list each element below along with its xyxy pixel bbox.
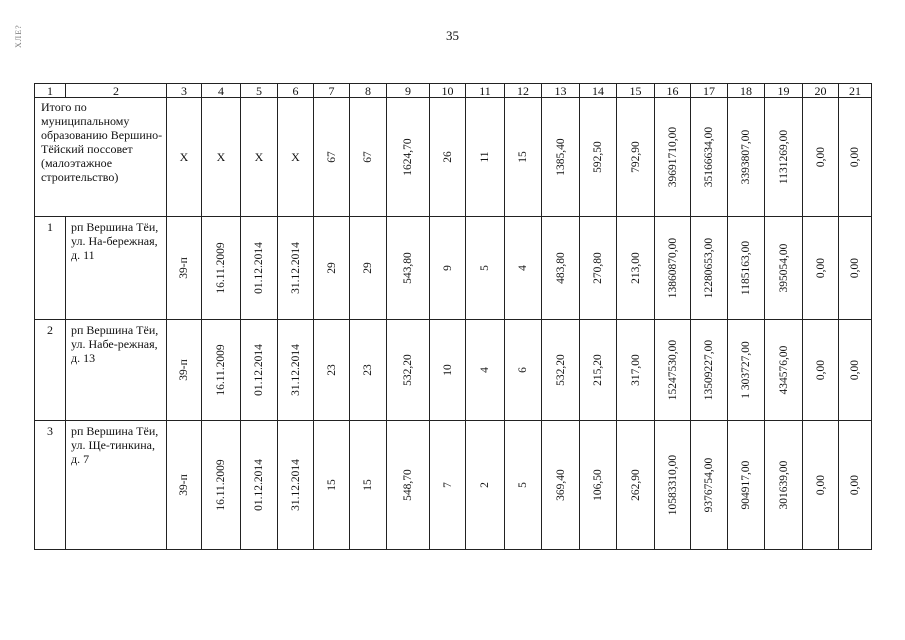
column-number-2: 2: [66, 84, 167, 98]
cell-value: 39-п: [178, 359, 190, 381]
column-number-19: 19: [765, 84, 803, 98]
cell-value: 26: [441, 151, 454, 163]
table-row: [35, 320, 872, 421]
table-cell: X: [241, 98, 278, 217]
column-number-3: 3: [167, 84, 202, 98]
data-table: [34, 83, 872, 550]
table-cell: X: [202, 98, 241, 217]
table-cell: [430, 217, 466, 320]
cell-value: 5: [479, 265, 491, 271]
cell-value: 0,00: [849, 257, 861, 279]
table-cell: [430, 320, 466, 421]
column-number-9: 9: [387, 84, 430, 98]
cell-value: 29: [325, 262, 338, 274]
table-cell: [765, 98, 803, 217]
table-cell: [241, 421, 278, 550]
table-cell: [617, 421, 655, 550]
table-cell: [839, 217, 872, 320]
table-cell: [387, 320, 430, 421]
cell-value: 23: [362, 364, 374, 376]
cell-value: 792,90: [629, 141, 642, 173]
column-number-7: 7: [314, 84, 350, 98]
cell-value: 1185163,00: [740, 240, 752, 296]
cell-value: 29: [362, 262, 374, 274]
total-row: [35, 98, 872, 217]
cell-value: 35166634,00: [703, 126, 715, 188]
row-number: 1: [35, 217, 66, 320]
table-row: [35, 421, 872, 550]
table-cell: [617, 320, 655, 421]
row-number: 3: [35, 421, 66, 550]
cell-value: 13509227,00: [703, 339, 715, 401]
column-number-21: 21: [839, 84, 872, 98]
column-number-11: 11: [466, 84, 505, 98]
cell-value: 16.11.2009: [215, 344, 227, 396]
cell-value: 15: [362, 479, 374, 491]
page-number: 35: [446, 28, 459, 43]
table-cell: [691, 98, 728, 217]
table-cell: [580, 98, 617, 217]
table-cell: [387, 98, 430, 217]
cell-value: 01.12.2014: [253, 459, 265, 511]
table-cell: [505, 421, 542, 550]
cell-value: 270,80: [592, 252, 604, 284]
cell-value: 213,00: [629, 252, 642, 284]
column-number-5: 5: [241, 84, 278, 98]
cell-value: 67: [362, 151, 374, 163]
table-cell: [466, 421, 505, 550]
column-number-12: 12: [505, 84, 542, 98]
cell-value: 39691710,00: [666, 126, 679, 188]
table-cell: [387, 217, 430, 320]
table-cell: [691, 421, 728, 550]
cell-value: 106,50: [592, 469, 604, 501]
cell-value: 7: [441, 482, 454, 488]
cell-value: 3393807,00: [740, 129, 752, 185]
cell-value: 262,90: [629, 469, 642, 501]
table-cell: [542, 320, 580, 421]
table-cell: [765, 421, 803, 550]
cell-value: 0,00: [849, 474, 861, 496]
cell-value: 15: [325, 479, 338, 491]
cell-value: 39-п: [178, 257, 190, 279]
table-cell: [167, 217, 202, 320]
table-cell: [655, 98, 691, 217]
table-cell: [466, 320, 505, 421]
table-cell: [430, 98, 466, 217]
cell-value: 4: [479, 367, 491, 373]
cell-value: 483,80: [554, 252, 567, 284]
table-cell: [728, 98, 765, 217]
table-cell: [839, 98, 872, 217]
cell-value: 0,00: [814, 146, 827, 168]
table-cell: [314, 217, 350, 320]
table-cell: [314, 421, 350, 550]
table-cell: [167, 320, 202, 421]
table-cell: [617, 217, 655, 320]
cell-value: 1624,70: [402, 138, 414, 176]
table-cell: [505, 217, 542, 320]
cell-value: 13860870,00: [666, 237, 679, 299]
cell-value: 0,00: [814, 257, 827, 279]
table-cell: [542, 217, 580, 320]
table-cell: [542, 421, 580, 550]
table-cell: [278, 320, 314, 421]
cell-value: 2: [479, 482, 491, 488]
column-number-4: 4: [202, 84, 241, 98]
cell-value: 10: [441, 364, 454, 376]
table-cell: [350, 217, 387, 320]
cell-value: 5: [517, 482, 529, 488]
cell-value: 4: [517, 265, 529, 271]
column-number-8: 8: [350, 84, 387, 98]
table-cell: [314, 98, 350, 217]
cell-value: 215,20: [592, 354, 604, 386]
table-cell: [803, 320, 839, 421]
cell-value: 16.11.2009: [215, 459, 227, 511]
table-cell: [655, 320, 691, 421]
table-cell: [839, 421, 872, 550]
cell-value: 317,00: [629, 354, 642, 386]
cell-value: 434576,00: [777, 345, 790, 395]
cell-value: 369,40: [554, 469, 567, 501]
cell-value: 67: [325, 151, 338, 163]
table-cell: [466, 98, 505, 217]
table-row: [35, 217, 872, 320]
table-cell: [350, 320, 387, 421]
cell-value: 1385,40: [554, 138, 567, 176]
cell-value: 31.12.2014: [289, 242, 302, 294]
column-number-17: 17: [691, 84, 728, 98]
table-cell: [765, 217, 803, 320]
column-number-18: 18: [728, 84, 765, 98]
table-cell: [691, 217, 728, 320]
cell-value: 31.12.2014: [289, 344, 302, 396]
table-cell: [580, 421, 617, 550]
cell-value: 543,80: [402, 252, 414, 284]
table-cell: [241, 320, 278, 421]
table-cell: [655, 421, 691, 550]
row-address: рп Вершина Тёи, ул. На-бережная, д. 11: [66, 217, 167, 320]
table-cell: [350, 98, 387, 217]
cell-value: 15: [517, 151, 529, 163]
cell-value: 16.11.2009: [215, 242, 227, 294]
table-cell: [387, 421, 430, 550]
table-cell: [430, 421, 466, 550]
table-cell: [580, 320, 617, 421]
table-cell: [202, 217, 241, 320]
column-number-14: 14: [580, 84, 617, 98]
table-cell: [728, 421, 765, 550]
table-cell: [202, 421, 241, 550]
table-cell: [728, 217, 765, 320]
table-cell: [728, 320, 765, 421]
column-number-13: 13: [542, 84, 580, 98]
cell-value: 592,50: [592, 141, 604, 173]
table-cell: [803, 421, 839, 550]
table-cell: [765, 320, 803, 421]
row-address: рп Вершина Тёи, ул. Набе-режная, д. 13: [66, 320, 167, 421]
cell-value: 6: [517, 367, 529, 373]
cell-value: 01.12.2014: [253, 242, 265, 294]
table-cell: [314, 320, 350, 421]
cell-value: 23: [325, 364, 338, 376]
column-number-1: 1: [35, 84, 66, 98]
cell-value: 1131269,00: [777, 129, 790, 185]
table-cell: [466, 217, 505, 320]
cell-value: 10583310,00: [666, 454, 679, 516]
column-number-15: 15: [617, 84, 655, 98]
table-cell: X: [167, 98, 202, 217]
cell-value: 15247530,00: [666, 339, 679, 401]
total-label: Итого по муниципальному образованию Вершино-Тёйский поссовет (малоэтажное строительство): [35, 98, 167, 217]
cell-value: 0,00: [849, 146, 861, 168]
table-cell: [803, 217, 839, 320]
cell-value: 395054,00: [777, 243, 790, 293]
margin-mark: ХЛЕ?: [14, 24, 23, 48]
cell-value: 301639,00: [777, 460, 790, 510]
table-cell: [278, 217, 314, 320]
table-cell: [839, 320, 872, 421]
cell-value: 904917,00: [740, 460, 752, 510]
table-cell: [202, 320, 241, 421]
cell-value: 9376754,00: [703, 457, 715, 513]
cell-value: 548,70: [402, 469, 414, 501]
table-cell: [278, 421, 314, 550]
table-cell: [350, 421, 387, 550]
cell-value: 39-п: [178, 474, 190, 496]
table-cell: [580, 217, 617, 320]
table-cell: [803, 98, 839, 217]
table-cell: [167, 421, 202, 550]
table-cell: [505, 320, 542, 421]
cell-value: 532,20: [402, 354, 414, 386]
column-number-10: 10: [430, 84, 466, 98]
table-cell: [617, 98, 655, 217]
cell-value: 0,00: [814, 359, 827, 381]
table-cell: [542, 98, 580, 217]
cell-value: 9: [441, 265, 454, 271]
column-number-row: [35, 84, 872, 98]
column-number-20: 20: [803, 84, 839, 98]
cell-value: 12280653,00: [703, 237, 715, 299]
cell-value: 0,00: [814, 474, 827, 496]
cell-value: 01.12.2014: [253, 344, 265, 396]
column-number-6: 6: [278, 84, 314, 98]
cell-value: 31.12.2014: [289, 459, 302, 511]
table-cell: [691, 320, 728, 421]
row-address: рп Вершина Тёи, ул. Ще-тинкина, д. 7: [66, 421, 167, 550]
cell-value: 532,20: [554, 354, 567, 386]
table-cell: [655, 217, 691, 320]
cell-value: 11: [479, 151, 491, 163]
table-cell: [241, 217, 278, 320]
column-number-16: 16: [655, 84, 691, 98]
cell-value: 0,00: [849, 359, 861, 381]
row-number: 2: [35, 320, 66, 421]
table-cell: [505, 98, 542, 217]
table-cell: X: [278, 98, 314, 217]
cell-value: 1 303727,00: [740, 341, 752, 399]
